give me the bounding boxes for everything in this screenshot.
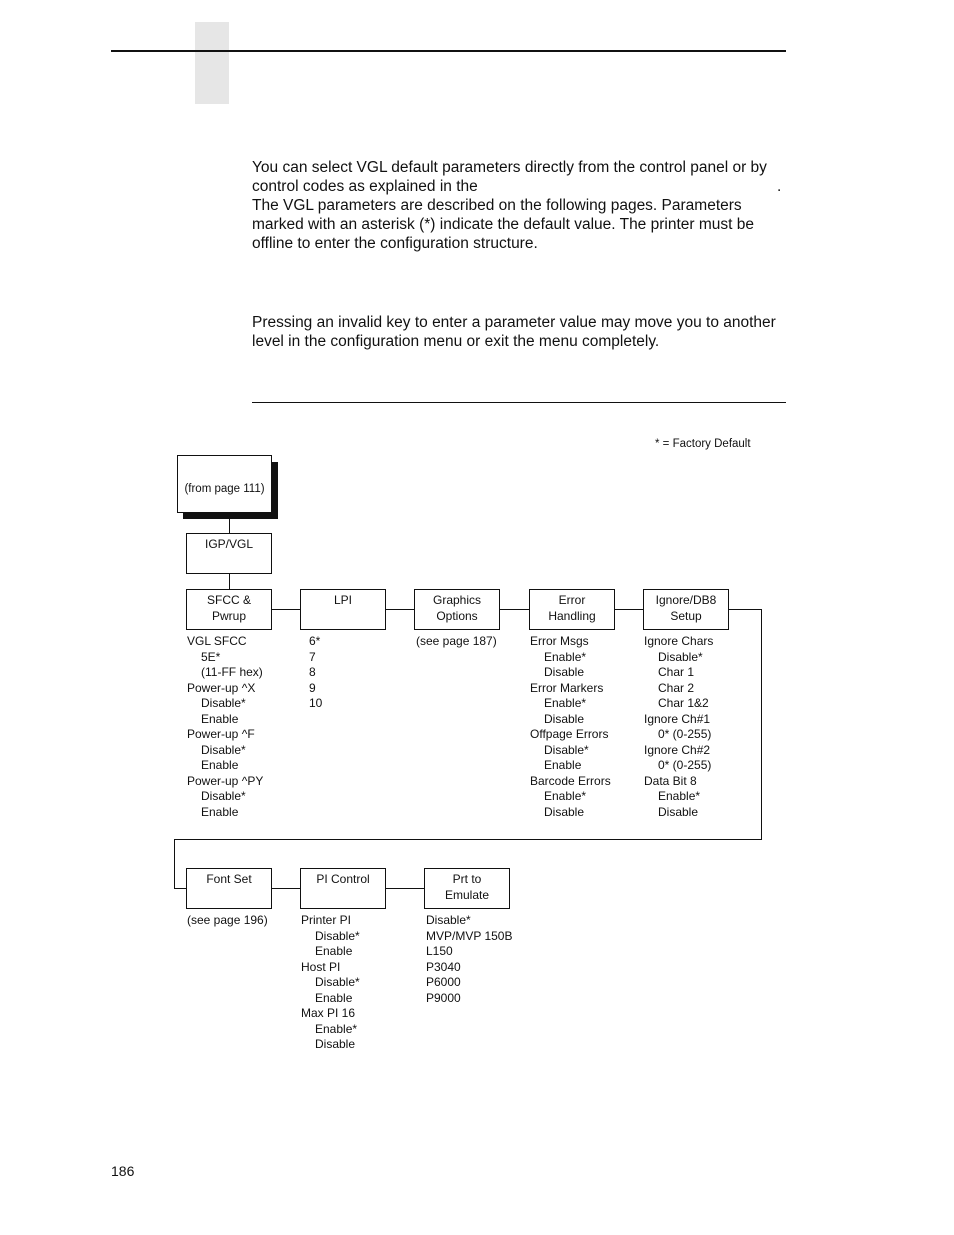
note-line: Pressing an invalid key to enter a parameter value may move you to another bbox=[252, 314, 776, 331]
connector bbox=[615, 609, 644, 610]
menu-box-label: Pwrup bbox=[211, 609, 246, 623]
menu-box-label: SFCC & bbox=[206, 593, 251, 607]
connector bbox=[386, 609, 415, 610]
option-heading: (see page 187) bbox=[416, 634, 497, 648]
menu-box-label: Setup bbox=[670, 609, 702, 623]
option-heading: Disable* bbox=[426, 913, 471, 927]
menu-box-lpi bbox=[300, 589, 386, 630]
option-value: 0* (0-255) bbox=[658, 758, 712, 772]
option-heading: P6000 bbox=[426, 975, 461, 989]
menu-box-label: Graphics bbox=[432, 593, 482, 607]
intro-line-period: . bbox=[777, 178, 782, 195]
option-value: Enable bbox=[201, 758, 239, 772]
option-value: Disable* bbox=[201, 789, 246, 803]
connector bbox=[174, 839, 175, 889]
option-value: (11-FF hex) bbox=[201, 665, 263, 679]
option-list-sfcc-pwrup bbox=[187, 634, 263, 820]
menu-box-label: Font Set bbox=[206, 872, 252, 886]
connector bbox=[272, 888, 301, 889]
option-list-graphics-options bbox=[416, 634, 497, 650]
option-heading: 6* bbox=[309, 634, 321, 648]
option-value: Disable bbox=[544, 804, 585, 819]
option-list-prt-to-emulate bbox=[426, 913, 512, 1006]
intro-line bbox=[252, 177, 792, 196]
option-heading: Error Msgs bbox=[530, 634, 589, 648]
option-heading: Power-up ^F bbox=[187, 727, 255, 741]
option-value: Disable bbox=[544, 665, 585, 679]
option-heading: Printer PI bbox=[301, 913, 352, 927]
option-list-font-set bbox=[187, 913, 268, 929]
option-value: Disable bbox=[315, 1037, 356, 1051]
option-heading: Ignore Ch#2 bbox=[644, 742, 711, 757]
option-heading: Offpage Errors bbox=[530, 727, 609, 741]
option-value: Enable bbox=[315, 944, 353, 958]
menu-box-prt-to-emulate bbox=[424, 868, 510, 909]
intro-line-text: control codes as explained in the bbox=[252, 178, 478, 195]
chapter-tab bbox=[195, 22, 229, 104]
root-box-igp-vgl: IGP/VGL bbox=[186, 533, 272, 574]
option-heading: L150 bbox=[426, 944, 453, 958]
option-value: 0* (0-255) bbox=[658, 727, 712, 741]
option-heading: VGL SFCC bbox=[187, 634, 247, 648]
option-heading: Power-up ^X bbox=[187, 680, 256, 695]
option-value: Disable bbox=[544, 711, 585, 726]
option-value: Enable* bbox=[544, 789, 587, 803]
option-heading: (see page 196) bbox=[187, 913, 268, 927]
menu-box-label: Options bbox=[436, 609, 478, 623]
option-value: Disable* bbox=[658, 649, 703, 664]
option-value: Disable* bbox=[201, 742, 246, 757]
connector bbox=[500, 609, 530, 610]
connector bbox=[229, 574, 230, 590]
connector bbox=[229, 513, 230, 534]
header-rule bbox=[111, 50, 786, 52]
option-heading: 7 bbox=[309, 649, 316, 664]
option-value: Enable* bbox=[544, 649, 587, 664]
option-heading: 8 bbox=[309, 665, 316, 679]
menu-box-label: Emulate bbox=[444, 888, 490, 902]
option-value: Char 1 bbox=[658, 665, 695, 679]
connector bbox=[272, 609, 301, 610]
option-value: Enable bbox=[201, 804, 239, 819]
option-value: Enable bbox=[544, 758, 582, 772]
option-heading: Power-up ^PY bbox=[187, 773, 264, 788]
option-heading: 10 bbox=[309, 696, 323, 710]
page-number: 186 bbox=[111, 1163, 135, 1179]
option-value: Disable bbox=[658, 804, 699, 819]
option-heading: P3040 bbox=[426, 959, 461, 974]
menu-box-label: PI Control bbox=[316, 872, 370, 886]
connector bbox=[174, 839, 762, 840]
note-line: level in the configuration menu or exit the menu completely. bbox=[252, 333, 660, 350]
option-value: Disable* bbox=[201, 696, 246, 710]
menu-box-error-handling bbox=[529, 589, 615, 630]
option-value: 5E* bbox=[201, 649, 221, 664]
legend-factory-default: * = Factory Default bbox=[655, 438, 751, 450]
option-value: Enable* bbox=[658, 789, 701, 803]
intro-paragraph bbox=[252, 158, 792, 253]
option-list-error-handling bbox=[530, 634, 611, 820]
menu-box-pi-control bbox=[300, 868, 386, 909]
menu-box-label: Error bbox=[558, 593, 586, 607]
menu-box-sfcc-pwrup bbox=[186, 589, 272, 630]
connector bbox=[386, 888, 425, 889]
option-value: Disable* bbox=[315, 928, 360, 943]
menu-box-label: Handling bbox=[548, 609, 596, 623]
option-heading: 9 bbox=[309, 680, 316, 695]
intro-line: You can select VGL default parameters directly from the control panel or by bbox=[252, 159, 767, 176]
option-heading: Barcode Errors bbox=[530, 773, 611, 788]
option-heading: Ignore Ch#1 bbox=[644, 711, 711, 726]
menu-box-font-set bbox=[186, 868, 272, 909]
option-list-ignore-db8-setup bbox=[644, 634, 713, 820]
menu-box-label: Ignore/DB8 bbox=[655, 593, 717, 607]
option-heading: Data Bit 8 bbox=[644, 773, 697, 788]
option-value: Disable* bbox=[544, 742, 589, 757]
intro-line: marked with an asterisk (*) indicate the default value. The printer must be bbox=[252, 216, 754, 233]
option-heading: Error Markers bbox=[530, 680, 604, 695]
entry-box: (from page 111) bbox=[177, 455, 272, 513]
connector bbox=[729, 609, 762, 610]
menu-box-graphics-options bbox=[414, 589, 500, 630]
menu-box-label: LPI bbox=[333, 593, 352, 607]
intro-line: offline to enter the configuration structure. bbox=[252, 235, 538, 252]
option-heading: Ignore Chars bbox=[644, 634, 714, 648]
option-heading: MVP/MVP 150B bbox=[426, 928, 513, 943]
option-value: Enable* bbox=[315, 1021, 358, 1036]
option-list-pi-control bbox=[301, 913, 360, 1053]
option-list-lpi bbox=[309, 634, 322, 712]
note-paragraph bbox=[252, 313, 792, 351]
menu-box-label: Prt to bbox=[452, 872, 482, 886]
connector bbox=[761, 609, 762, 840]
option-value: Enable bbox=[201, 711, 239, 726]
option-value: Enable bbox=[315, 990, 353, 1005]
option-value: Char 2 bbox=[658, 680, 695, 695]
option-value: Enable* bbox=[544, 696, 587, 710]
option-value: Disable* bbox=[315, 975, 360, 989]
option-heading: Host PI bbox=[301, 959, 341, 974]
menu-box-ignore-db8-setup bbox=[643, 589, 729, 630]
section-rule bbox=[252, 402, 786, 403]
option-heading: P9000 bbox=[426, 990, 461, 1005]
option-value: Char 1&2 bbox=[658, 696, 709, 710]
intro-line: The VGL parameters are described on the following pages. Parameters bbox=[252, 197, 742, 214]
option-heading: Max PI 16 bbox=[301, 1006, 356, 1020]
